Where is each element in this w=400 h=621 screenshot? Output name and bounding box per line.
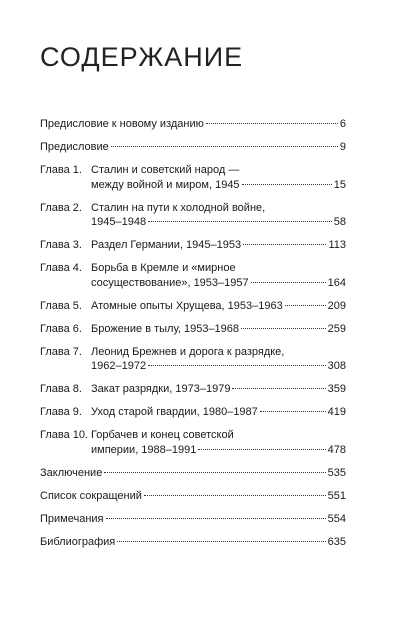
dot-leader [232,388,325,389]
page-number: 419 [327,406,346,418]
dot-leader [148,365,326,366]
page-number: 6 [339,118,346,130]
toc-entry [40,299,346,314]
page-number: 551 [327,489,346,502]
entry-title: Закат разрядки, 1973–1979 [91,383,231,395]
toc-entry [40,201,346,230]
toc-entry [40,489,346,504]
page-number: 58 [333,216,346,228]
page-number: 359 [327,383,346,395]
dot-leader [260,411,326,412]
page-number: 478 [327,443,346,456]
toc-entry [40,382,346,397]
entry-title: Сталин и советский народ — [91,164,240,176]
entry-title: Библиография [40,535,116,548]
chapter-label: Глава 4. [40,262,82,274]
dot-leader [206,123,338,124]
toc-entry [40,466,346,481]
toc-entry [40,163,346,192]
entry-title: между войной и миром, 1945 [91,178,240,191]
toc-entry [40,238,346,253]
page-number: 635 [327,535,346,548]
dot-leader [243,244,326,245]
page-number: 209 [327,299,346,312]
chapter-label: Глава 9. [40,406,82,418]
chapter-label: Глава 6. [40,322,82,335]
entry-title: Атомные опыты Хрущева, 1953–1963 [91,299,283,312]
toc-entry [40,405,346,420]
dot-leader [198,449,325,450]
entry-title: Борьба в Кремле и «мирное [91,262,236,274]
dot-leader [241,328,326,329]
page-number: 113 [328,239,346,251]
page-title: СОДЕРЖАНИЕ [40,42,244,72]
dot-leader [251,282,326,283]
toc-entry [40,428,346,457]
page-number: 535 [327,466,346,479]
dot-leader [148,221,332,222]
toc-entry [40,345,346,374]
table-of-contents [40,117,346,558]
entry-title: Горбачев и конец советской [91,429,234,441]
entry-title: империи, 1988–1991 [91,443,197,456]
entry-title: Брожение в тылу, 1953–1968 [91,322,240,335]
page-number: 308 [327,360,346,372]
dot-leader [144,495,326,496]
dot-leader [285,305,326,306]
page-number: 554 [327,512,346,525]
dot-leader [104,472,325,473]
page-number: 259 [327,322,346,335]
toc-entry [40,261,346,290]
chapter-label: Глава 1. [40,164,82,176]
chapter-label: Глава 10. [40,429,89,441]
entry-title: Сталин на пути к холодной войне, [91,201,266,214]
entry-title: Раздел Германии, 1945–1953 [91,239,242,251]
chapter-label: Глава 8. [40,383,82,395]
page-number: 15 [333,178,346,191]
page-number: 164 [327,276,346,289]
entry-title: Список сокращений [40,489,142,502]
toc-entry [40,535,346,550]
dot-leader [106,518,326,519]
entry-title: Предисловие к новому изданию [40,118,204,130]
dot-leader [117,541,325,542]
entry-title: 1945–1948 [91,216,147,228]
entry-title: Леонид Брежнев и дорога к разрядке, [91,345,285,358]
chapter-label: Глава 7. [40,345,82,358]
toc-entry [40,140,346,155]
dot-leader [111,146,338,147]
page-number: 9 [339,141,346,153]
chapter-label: Глава 3. [40,239,82,251]
entry-title: Предисловие [40,141,109,153]
entry-title: Заключение [40,466,103,479]
toc-entry [40,512,346,527]
entry-title: 1962–1972 [91,360,147,372]
dot-leader [242,184,332,185]
toc-entry [40,117,346,132]
chapter-label: Глава 5. [40,299,82,312]
chapter-label: Глава 2. [40,201,82,214]
toc-entry [40,322,346,337]
entry-title: Примечания [40,512,104,525]
entry-title: Уход старой гвардии, 1980–1987 [91,406,258,418]
entry-title: сосуществование», 1953–1957 [91,276,249,289]
